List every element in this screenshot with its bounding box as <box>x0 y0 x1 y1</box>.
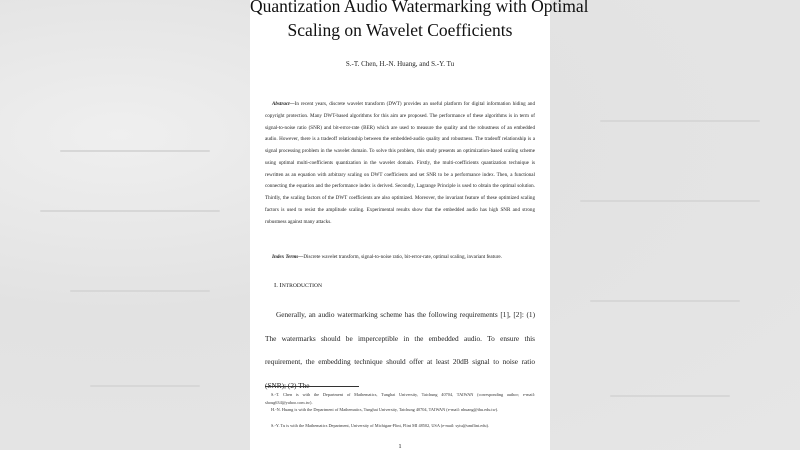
blurred-text-line <box>600 120 760 122</box>
blurred-text-line <box>580 200 760 202</box>
abstract <box>265 99 535 228</box>
author-list: S.-T. Chen, H.-N. Huang, and S.-Y. Tu <box>345 60 455 68</box>
section-heading-introduction <box>274 282 322 289</box>
index-terms <box>265 252 535 264</box>
section-title: NTRODUCTION <box>281 283 323 289</box>
blurred-text-line <box>70 290 210 292</box>
blurred-text-line <box>610 395 730 397</box>
footnote-author-1: S.-T. Chen is with the Department of Mathematics, Tunghai University, Taichung 40704, TAIWAN (corresponding author; e-mail: shoug634@yahoo.com.tw). <box>265 392 535 405</box>
introduction-paragraph: Generally, an audio watermarking scheme has the following requirements [1], [2]: (1) The watermarks should be imperceptible in the embedded audio. To ensure this requirement, the embedding technique should offer at least 20dB signal to noise ratio (SNR); (2) The <box>265 310 535 391</box>
abstract-label: Abstract— <box>272 101 295 107</box>
abstract-text: In recent years, discrete wavelet transform (DWT) provides an useful platform for digital information hiding and copyright protection. Many DWT-based algorithms for this aim are proposed. The performance of these algorithms is in term of signal-to-noise ratio (SNR) and bit-error-rate (BER) which are used to measure the quality and the robustness of an embedded audio. However, there is a tradeoff relationship between the embedded-audio quality and robustness. The tradeoff relationship is a signal processing problem in the wavelet domain. To solve this problem, this study presents an optimization-based scaling scheme using optimal multi-coefficients quantization in the wavelet domain. Firstly, the multi-coefficients quantization technique is rewritten as an equation with arbitrary scaling on DWT coefficients and set SNR to be a performance index. Then, a functional connecting the equation and the performance index is derived. Secondly, Lagrange Principle is used to obtain the optimal solution. Thirdly, the scaling factors of the DWT coefficients are also optimized. Moreover, the invariant feature of these optimized scaling factors is used to resist the amplitude scaling. Experimental results show that the embedded audio has high SNR and strong robustness against many attacks. <box>265 101 535 225</box>
document-page <box>250 0 589 450</box>
paper-title-line-2: Scaling on Wavelet Coefficients <box>287 20 513 40</box>
footnote-divider <box>265 386 359 387</box>
blurred-text-line <box>60 150 210 152</box>
blurred-text-line <box>590 300 740 302</box>
paper-title-line-1: Quantization Audio Watermarking with Optimal <box>250 0 589 16</box>
footnote-author-2: H.-N. Huang is with the Department of Mathematics, Tunghai University, Taichung 40704, TAIWAN (e-mail: nhuang@thu.edu.tw). <box>271 407 499 412</box>
page-number: 1 <box>398 443 402 450</box>
index-terms-text: Discrete wavelet transform, signal-to-noise ratio, bit-error-rate, optimal scaling, invariant feature. <box>303 254 502 260</box>
footnote-author-3: S.-Y. Tu is with the Mathematics Department, University of Michigan-Flint, Flint MI 48502, USA (e-mail: sytu@umflint.edu). <box>271 423 489 428</box>
blurred-text-line <box>40 210 220 212</box>
section-numeral: I. I <box>274 282 282 289</box>
blurred-text-line <box>90 385 200 387</box>
index-terms-label: Index Terms— <box>272 254 304 260</box>
